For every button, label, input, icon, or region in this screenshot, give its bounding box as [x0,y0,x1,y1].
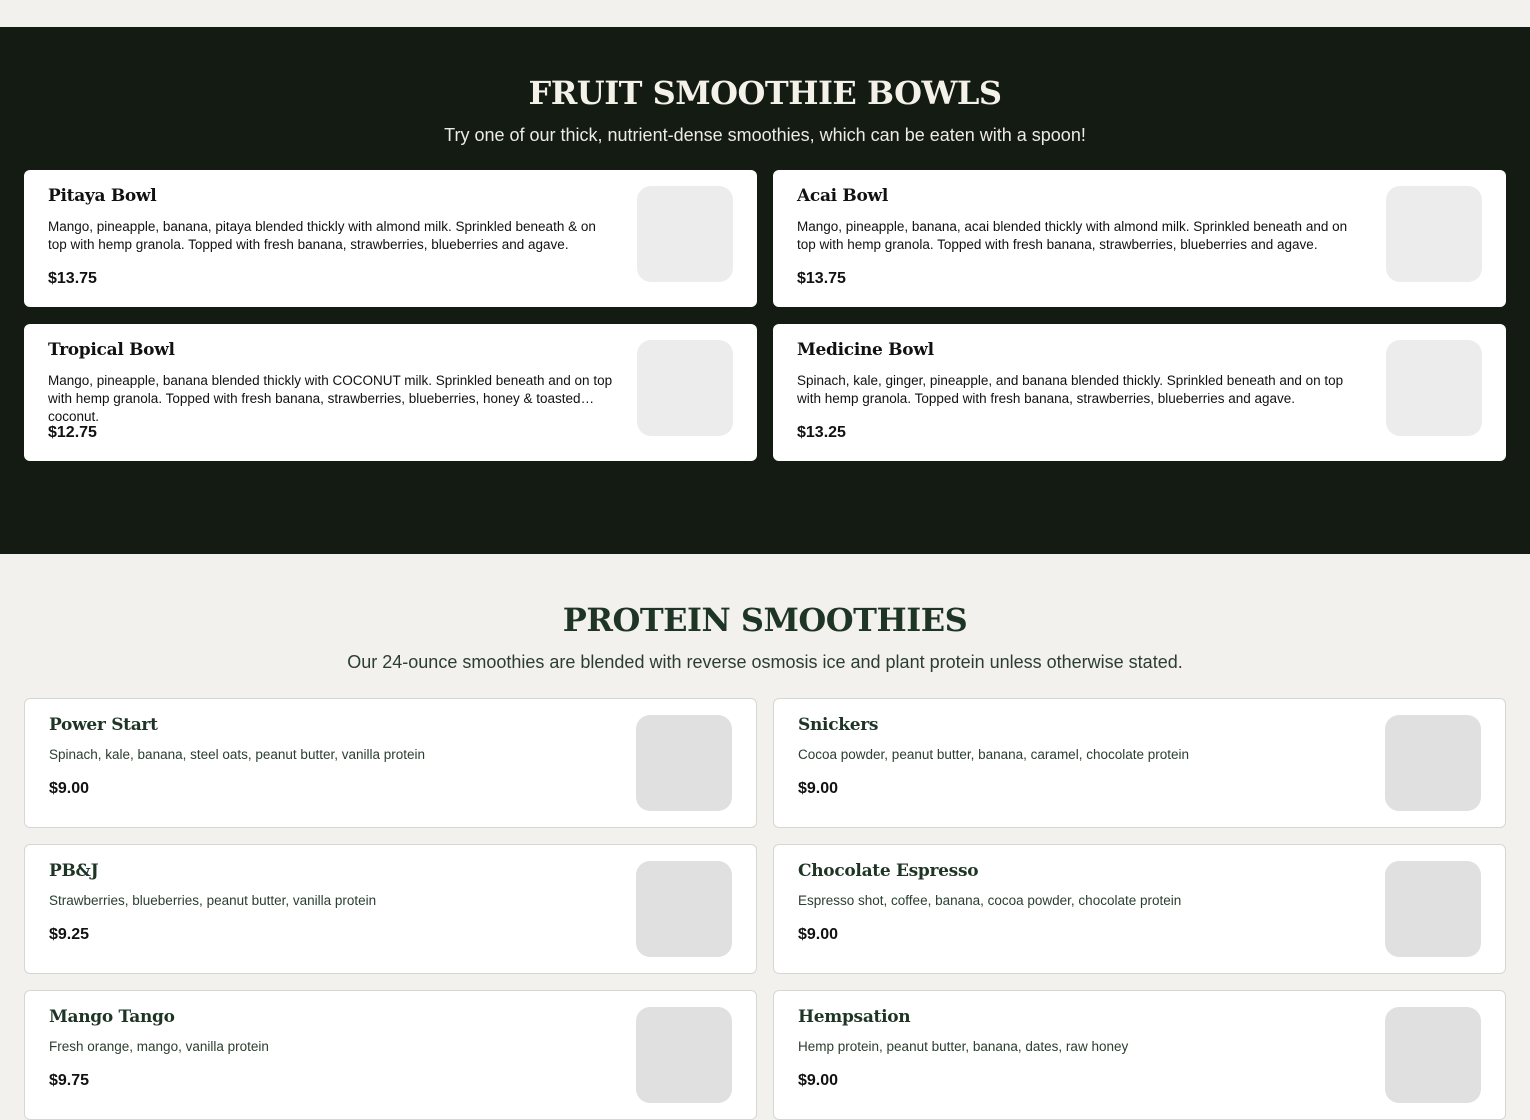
item-image-placeholder [1386,186,1482,282]
menu-item-card[interactable] [773,698,1506,828]
item-name: Tropical Bowl [48,340,175,360]
item-image-placeholder [636,1007,732,1103]
item-name: Hempsation [798,1007,911,1027]
menu-item-card[interactable] [24,844,757,974]
section-title: FRUIT SMOOTHIE BOWLS [528,74,1002,112]
menu-item-card[interactable] [773,170,1506,307]
item-image-placeholder [1385,1007,1481,1103]
item-price: $13.25 [797,424,846,441]
item-price: $13.75 [48,270,97,287]
section-title: PROTEIN SMOOTHIES [562,601,968,639]
item-description: Mango, pineapple, banana, pitaya blended thickly with almond milk. Sprinkled beneath & on top with hemp granola. Topped with fresh banana, strawberries, blueberries and agave. [48,219,596,252]
item-description: Cocoa powder, peanut butter, banana, caramel, chocolate protein [798,747,1190,762]
fruit-smoothie-bowls-section [0,27,1530,554]
menu-item-card[interactable] [773,990,1506,1120]
menu-item-card[interactable] [773,324,1506,461]
menu-grid [0,170,1530,461]
menu-item-card[interactable] [24,324,757,461]
item-price: $13.75 [797,270,846,287]
menu-item-card[interactable] [24,698,757,828]
menu-item-card[interactable] [24,170,757,307]
item-name: Pitaya Bowl [48,186,157,206]
section-subtitle: Try one of our thick, nutrient-dense smoothies, which can be eaten with a spoon! [444,125,1086,145]
item-name: Medicine Bowl [797,340,934,360]
menu-item-card[interactable] [773,844,1506,974]
item-description: Spinach, kale, ginger, pineapple, and banana blended thickly. Sprinkled beneath and on top with hemp granola. Topped with fresh banana, strawberries, blueberries and agave. [797,373,1344,406]
item-image-placeholder [637,340,733,436]
item-price: $9.25 [49,926,90,943]
item-image-placeholder [636,715,732,811]
section-subtitle: Our 24-ounce smoothies are blended with reverse osmosis ice and plant protein unless otherwise stated. [347,652,1183,672]
item-name: Snickers [798,715,879,735]
menu-grid [0,698,1530,1120]
menu-item-card[interactable] [24,990,757,1120]
item-description: Fresh orange, mango, vanilla protein [49,1039,269,1054]
item-name: Chocolate Espresso [798,861,979,881]
item-description: Spinach, kale, banana, steel oats, peanut butter, vanilla protein [49,747,426,762]
item-price: $9.00 [798,780,839,797]
item-price: $9.00 [798,926,839,943]
top-strip [0,0,1530,27]
item-image-placeholder [1385,861,1481,957]
item-name: Power Start [49,715,158,735]
item-image-placeholder [637,186,733,282]
item-image-placeholder [636,861,732,957]
item-description: Mango, pineapple, banana blended thickly with COCONUT milk. Sprinkled beneath and on top with hemp granola. Topped with fresh banana, strawberries, blueberries, honey & toasted coconut. [48,373,613,424]
item-name: Acai Bowl [797,186,889,206]
protein-smoothies-section [0,554,1530,1120]
item-description: Hemp protein, peanut butter, banana, dates, raw honey [798,1039,1129,1054]
item-description: Strawberries, blueberries, peanut butter, vanilla protein [49,893,377,908]
item-price: $12.75 [48,424,97,441]
item-name: Mango Tango [49,1007,175,1027]
item-price: $9.00 [798,1072,839,1089]
item-price: $9.00 [49,780,90,797]
item-price: $9.75 [49,1072,90,1089]
item-name: PB&J [49,861,99,881]
item-description: Espresso shot, coffee, banana, cocoa powder, chocolate protein [798,893,1182,908]
item-description: Mango, pineapple, banana, acai blended thickly with almond milk. Sprinkled beneath and on top with hemp granola. Topped with fresh banana, strawberries, blueberries and agave. [797,219,1348,252]
item-image-placeholder [1386,340,1482,436]
item-image-placeholder [1385,715,1481,811]
